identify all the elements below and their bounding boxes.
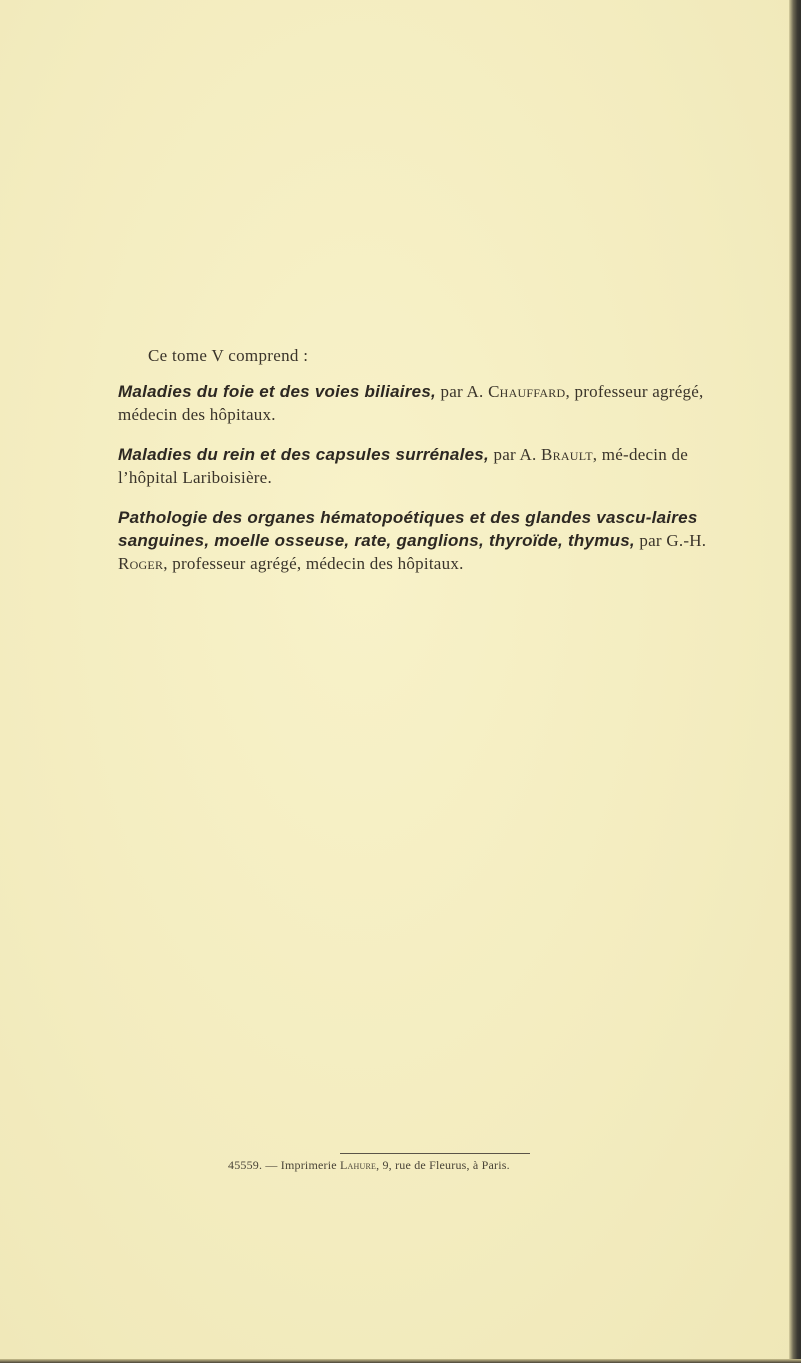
entry-author: Chauffard [488,382,566,401]
entry-description: , mé-decin de l’hôpital Lariboisière. [118,445,689,487]
entry-by: par G.-H. [634,531,707,550]
entry-description: , professeur agrégé, médecin des hôpitaux. [118,382,704,424]
intro-line: Ce tome V comprend : [148,346,309,365]
imprint-label: — Imprimerie [262,1158,340,1172]
contents-entry-3 [118,506,708,575]
footer-rule [340,1153,530,1154]
imprint-address: , 9, rue de Fleurus, à Paris. [376,1158,510,1172]
contents-entry-2 [118,443,708,489]
imprint-number: 45559. [228,1158,263,1172]
entry-author: Brault [541,445,593,464]
page-bottom-edge [0,1359,801,1363]
printer-imprint [228,1158,510,1173]
entry-by: par A. [489,445,542,464]
page-edge-shadow [789,0,801,1363]
imprint-printer: Lahure [339,1158,377,1172]
contents-entry-1 [118,380,708,426]
entry-by: par A. [436,382,489,401]
entry-description: , professeur agrégé, médecin des hôpitaux. [163,554,464,573]
entry-title: Maladies du rein et des capsules surrénales, [118,445,489,464]
entry-title: Maladies du foie et des voies biliaires, [118,382,437,401]
entry-author: Roger [118,554,164,573]
entry-title: Pathologie des organes hématopoétiques et des glandes vascu-laires sanguines, moelle osseuse, rate, ganglions, thyroïde, thymus, [118,508,698,550]
